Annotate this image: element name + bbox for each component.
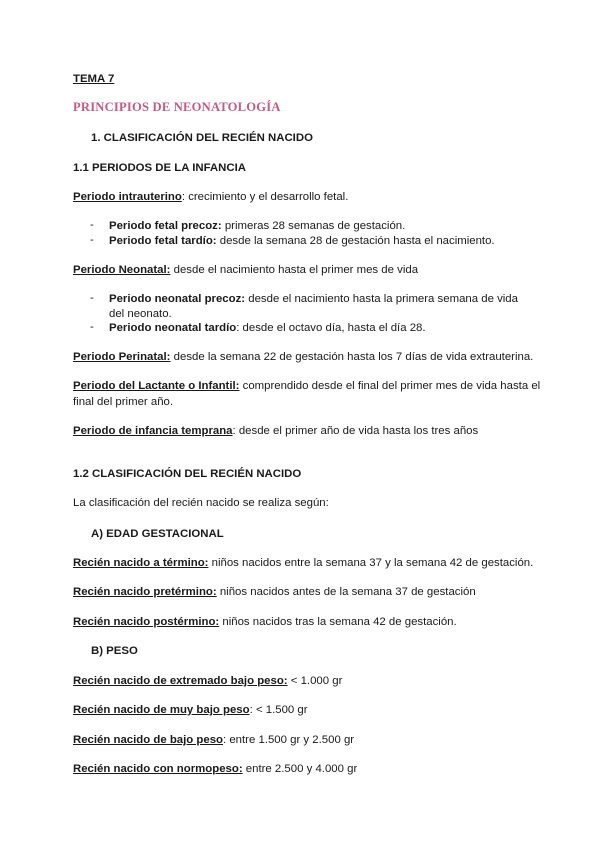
term: Periodo del Lactante o Infantil: [73,380,240,392]
bullet-marker: - [90,234,94,246]
term: Recién nacido pretérmino: [73,586,217,598]
list-item-fetal-precoz [109,219,405,233]
bullet-marker: - [90,321,94,333]
list-item-neonatal-tardio [109,321,426,335]
paragraph-neonatal [73,263,418,277]
paragraph-intrauterino [73,190,348,204]
page-title: PRINCIPIOS DE NEONATOLOGÍA [73,100,281,114]
desc: desde el nacimiento hasta el primer mes de vida [170,264,419,276]
desc: : desde el primer año de vida hasta los tres años [232,425,479,437]
desc: entre 2.500 y 4.000 gr [242,763,358,775]
section-1-heading: 1. CLASIFICACIÓN DEL RECIÉN NACIDO [91,132,313,144]
paragraph-normopeso [73,762,357,776]
desc: desde la semana 22 de gestación hasta los 7 días de vida extrauterina. [170,351,534,363]
desc: : crecimiento y el desarrollo fetal. [181,191,349,203]
desc: niños nacidos antes de la semana 37 de gestación [216,586,476,598]
term: Periodo neonatal precoz: [109,293,246,305]
paragraph-perinatal [73,350,533,364]
paragraph-postermino [73,615,457,629]
list-item-fetal-tardio [109,234,495,248]
term: Recién nacido de extremado bajo peso: [73,675,288,687]
term: Recién nacido con normopeso: [73,763,243,775]
desc: : < 1.500 gr [249,704,308,716]
desc: niños nacidos entre la semana 37 y la semana 42 de gestación. [208,557,534,569]
desc: < 1.000 gr [287,675,343,687]
term: Periodo fetal tardío: [109,235,217,247]
term: Periodo Perinatal: [73,351,171,363]
paragraph-muy-bajo-peso [73,703,308,717]
paragraph-a-termino [73,556,533,570]
tema-heading: TEMA 7 [73,73,115,85]
desc: desde el nacimiento hasta la primera semana de vida del neonato. [109,293,518,320]
term: Periodo fetal precoz: [109,220,222,232]
desc: : entre 1.500 gr y 2.500 gr [223,734,355,746]
subsection-1-1-heading: 1.1 PERIODOS DE LA INFANCIA [73,162,246,174]
term: Periodo neonatal tardío [109,322,237,334]
term: Recién nacido de muy bajo peso [73,704,250,716]
paragraph-lactante [73,379,540,393]
paragraph-extremado-bajo-peso [73,674,342,688]
paragraph-lactante-cont: final del primer año. [73,396,174,408]
group-a-heading: A) EDAD GESTACIONAL [91,528,224,540]
term: Periodo Neonatal: [73,264,171,276]
desc: primeras 28 semanas de gestación. [221,220,406,232]
list-item-neonatal-precoz [109,292,529,322]
group-b-heading: B) PESO [91,645,138,657]
paragraph-pretermino [73,585,476,599]
term: Periodo intrauterino [73,191,182,203]
term: Periodo de infancia temprana [73,425,233,437]
bullet-marker: - [90,219,94,231]
desc: niños nacidos tras la semana 42 de gestación. [219,616,457,628]
term: Recién nacido postérmino: [73,616,220,628]
intro-text: La clasificación del recién nacido se realiza según: [73,497,329,509]
paragraph-bajo-peso [73,733,354,747]
subsection-1-2-heading: 1.2 CLASIFICACIÓN DEL RECIÉN NACIDO [73,468,302,480]
desc: comprendido desde el final del primer mes de vida hasta el [239,380,541,392]
bullet-marker: - [90,292,94,304]
paragraph-infancia-temprana [73,424,478,438]
desc: desde la semana 28 de gestación hasta el nacimiento. [216,235,495,247]
term: Recién nacido de bajo peso [73,734,224,746]
term: Recién nacido a término: [73,557,209,569]
desc: : desde el octavo día, hasta el día 28. [236,322,426,334]
